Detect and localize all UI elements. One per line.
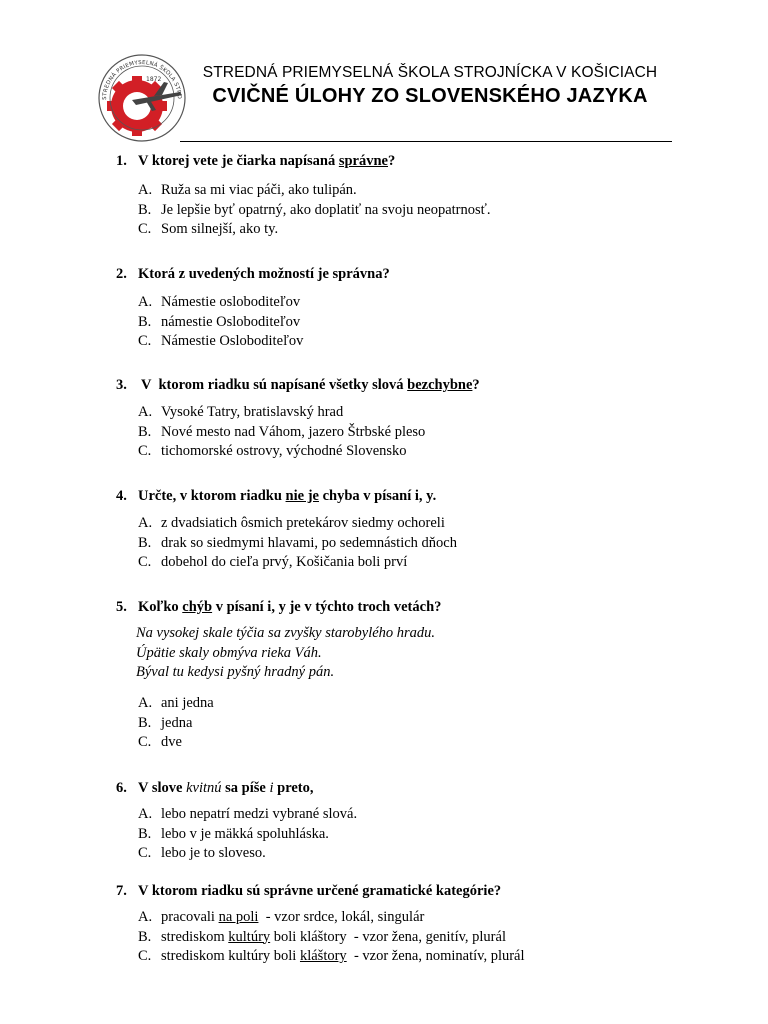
question-text: V ktorom riadku sú napísané všetky slová bezchybne? xyxy=(141,377,480,393)
question-text: V slove kvitnú sa píše i preto, xyxy=(138,780,314,796)
logo-year: 1872 xyxy=(146,76,162,83)
sentence: Býval tu kedysi pyšný hradný pán. xyxy=(136,664,335,680)
question-text: V ktorej vete je čiarka napísaná správne? xyxy=(138,153,396,169)
school-name: STREDNÁ PRIEMYSELNÁ ŠKOLA STROJNÍCKA V KOŠICIACH xyxy=(202,64,658,81)
question-text: Koľko chýb v písaní i, y je v týchto troch vetách? xyxy=(138,599,442,615)
question-number: 6. xyxy=(116,780,127,796)
question-number: 4. xyxy=(116,488,127,504)
question-number: 1. xyxy=(116,153,127,169)
question-number: 5. xyxy=(116,599,127,615)
question-number: 2. xyxy=(116,266,127,282)
question-number: 3. xyxy=(116,377,127,393)
question-text: Ktorá z uvedených možností je správna? xyxy=(138,266,390,282)
logo-ring-text: STREDNÁ PRIEMYSELNÁ ŠKOLA STRO xyxy=(101,59,183,101)
question-text: V ktorom riadku sú správne určené gramatické kategórie? xyxy=(138,883,502,899)
sample-sentences xyxy=(136,624,435,683)
sentence: Úpätie skaly obmýva rieka Váh. xyxy=(136,644,322,661)
document-title: CVIČNÉ ÚLOHY ZO SLOVENSKÉHO JAZYKA xyxy=(212,85,648,107)
question-number: 7. xyxy=(116,883,127,899)
question-text: Určte, v ktorom riadku nie je chyba v písaní i, y. xyxy=(138,488,437,504)
sentence: Na vysokej skale týčia sa zvyšky starobylého hradu. xyxy=(136,625,436,641)
questions: 1. V ktorej vete je čiarka napísaná správne? A. Ruža sa mi viac páči, ako tulipán. B. Je lepšie byť opatrný, ako doplatiť na svoju neopatrnosť. C. Som silnejší, ako ty. 2. Ktorá z uvedených možností je správna? A. Námestie osloboditeľov B. námestie Osloboditeľov C. Námestie Osloboditeľov 3. V ktorom riadku sú napísané všetky slová bezchybne? A. Vysoké Tatry, bratislavský hrad B. Nové mesto nad Váhom, jazero Štrbské pleso C. tichomorské ostrovy, východné Slovensko 4. Určte, v ktorom riadku nie je chyba v písaní i, y. A. z dvadsiatich ôsmich pretekárov siedmy ochoreli B. drak so siedmymi hlavami, po sedemnástich dňoch C. dobehol do cieľa prvý, Košičania boli prví 5. Koľko chýb v písaní i, y je v týchto troch vetách? Na vysokej skale týčia sa zvyšky starobylého hradu. Úpätie skaly obmýva rieka Váh. Býval tu kedysi pyšný hradný pán. A. ani jedna B. jedna C. dve 6. V slove kvitnú sa píše i preto, A. lebo nepatrí medzi vybrané slová. B. lebo v je mäkká spoluhláska. C. lebo je to sloveso. 7. V ktorom riadku sú správne určené gramatické kategórie? A. pracovali na poli - vzor srdce, lokál, singulár B. strediskom kultúry boli kláštory - vzor žena, genitív, plurál C. strediskom kultúry boli kláštory - vzor žena, nominatív, plurál xyxy=(116,153,525,965)
